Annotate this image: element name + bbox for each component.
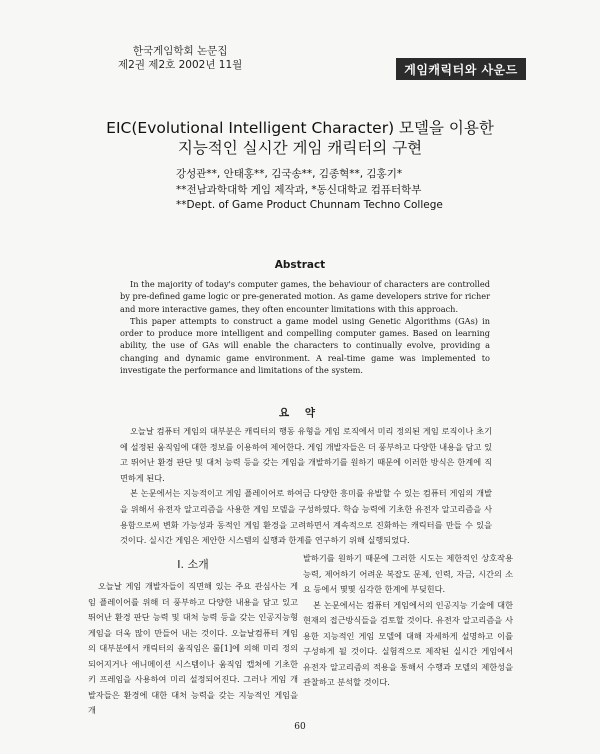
journal-issue: 제2권 제2호 2002년 11월 bbox=[118, 59, 243, 71]
title-line-1: EIC(Evolutional Intelligent Character) 모델을 이용한 bbox=[106, 119, 494, 137]
summary-paragraph: 본 논문에서는 지능적이고 게임 플레이어로 하여금 다양한 흥미를 유발할 수 있는 컴퓨터 게임의 개발을 위해서 유전자 알고리즘을 사용한 게임 모델을 구성하였다. 학습 능력에 기초한 유전자 알고리즘을 사용함으로써 변화 가능성과 동적인 게임 환경을 고려하면서 계속적으로 진화하는 캐릭터를 만들 수 있을 것이다. 실시간 게임은 제안한 시스템의 실행과 한계를 연구하기 위해 실행되었다. bbox=[120, 488, 492, 546]
body-paragraph: 오늘날 게임 개발자들이 직면해 있는 주요 관심사는 게임 플레이어를 위해 더 풍부하고 다양한 내용을 담고 있고 뛰어난 환경 판단 능력 및 대처 능력 등을 갖는 인공지능형 게임을 더욱 많이 만들어 내는 것이다. 오늘날컴퓨터 게임의 대부분에서 캐릭터의 움직임은 룰[1]에 의해 미리 정의되어지거나 애니메이션 시스템이나 움직임 캡쳐에 기초한 키 프레임을 사용하여 미리 설정되어진다. 그러나 게임 개발자들은 환경에 대한 대처 능력을 갖는 지능적인 게임을 개 bbox=[88, 581, 298, 715]
body-column-right bbox=[303, 551, 513, 691]
abstract-paragraph: In the majority of today's computer games, the behaviour of characters are controlled by pre-defined game logic or pre-generated motion. As game developers strive for richer and more interactive games, they often encounter limitations with this approach. bbox=[120, 279, 490, 314]
author-block bbox=[176, 167, 443, 214]
abstract-heading: Abstract bbox=[274, 259, 326, 271]
summary-heading: 요 약 bbox=[279, 407, 321, 419]
affiliation-english: **Dept. of Game Product Chunnam Techno College bbox=[176, 199, 443, 211]
body-paragraph: 발하기를 원하기 때문에 그러한 시도는 제한적인 상호작용 능력, 제어하기 어려운 복잡도 문제, 인력, 자금, 시간의 소요 등에서 몇몇 심각한 한계에 부딪힌다. bbox=[303, 553, 513, 594]
section-badge: 게임캐릭터와 사운드 bbox=[396, 58, 526, 80]
body-column-left bbox=[88, 579, 298, 719]
summary-body bbox=[120, 424, 492, 549]
title-line-2: 지능적인 실시간 게임 캐릭터의 구현 bbox=[177, 139, 423, 157]
journal-header bbox=[118, 44, 242, 72]
abstract-paragraph: This paper attempts to construct a game model using Genetic Algorithms (GAs) in order to produce more intelligent and compelling computer games. Based on learning ability, the use of GAs will enable the characters to continually evolve, providing a changing and dynamic game environment. A real-time game was implemented to investigate the performance and limitations of the system. bbox=[120, 315, 490, 376]
body-paragraph: 본 논문에서는 컴퓨터 게임에서의 인공지능 기술에 대한 현재의 접근방식들을 검토할 것이다. 유전자 알고리즘을 사용한 지능적인 게임 모델에 대해 자세하게 설명하고 이를 구성하게 될 것이다. 실험적으로 제작된 실시간 게임에서 유전자 알고리즘의 적용을 통해서 수행과 모델의 제한성을 관찰하고 분석할 것이다. bbox=[303, 599, 513, 687]
section-heading: I. 소개 bbox=[177, 558, 209, 571]
paper-title bbox=[60, 118, 540, 158]
page-number: 60 bbox=[294, 722, 306, 732]
affiliation-korean: **전남과학대학 게임 제작과, *동신대학교 컴퓨터학부 bbox=[176, 183, 422, 196]
author-names: 강성관**, 안태홍**, 김국송**, 김종혁**, 김홍기* bbox=[176, 168, 403, 180]
journal-name: 한국게임학회 논문집 bbox=[132, 45, 228, 57]
abstract-body bbox=[120, 278, 490, 376]
summary-paragraph: 오늘날 컴퓨터 게임의 대부분은 캐릭터의 행동 유형을 게임 로직에서 미리 정의된 게임 로직이나 초기에 설정된 움직임에 대한 정보를 이용하여 제어한다. 게임 개발자들은 더 풍부하고 다양한 내용을 담고 있고 뛰어난 환경 판단 및 대처 능력 등을 갖는 게임을 개발하기를 원하기 때문에 이러한 방식은 한계에 직면하게 된다. bbox=[120, 426, 492, 483]
